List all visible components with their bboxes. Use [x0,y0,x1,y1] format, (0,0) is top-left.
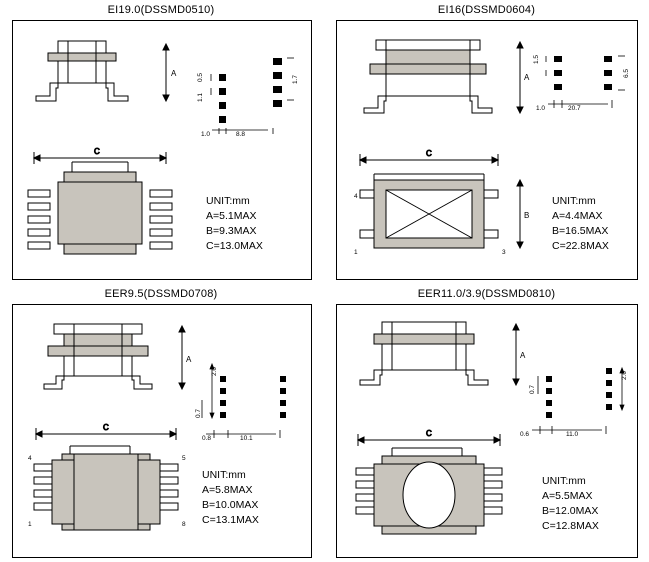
dim-20_7-ei16: 20.7 [568,105,581,112]
dim-1_5-ei16: 1.5 [533,54,540,64]
svg-text:C: C [426,429,432,438]
dim-A-label-eer11: A [520,351,526,360]
dim-1_0-ei16: 1.0 [536,105,546,112]
svg-text:C: C [103,423,109,432]
panel-ei19 [6,4,316,282]
dim-0_5-ei19: 0.5 [197,72,204,82]
svg-text:C: C [94,147,100,156]
dim-6_5-ei16: 6.5 [623,68,630,78]
panel-drawing-eer95 [6,288,316,560]
spec-c-ei19: C=13.0MAX [206,240,263,252]
dim-0_6-eer11: 0.6 [520,431,530,438]
spec-a-ei16: A=4.4MAX [552,210,603,222]
panel-title-ei19: EI19.0(DSSMD0510) [107,4,215,16]
dim-1_0-ei19: 1.0 [201,131,211,138]
unit-label-ei19: UNIT:mm [206,195,250,207]
spec-c-eer95: C=13.1MAX [202,514,259,526]
svg-text:C: C [426,149,432,158]
pin-1-eer95: 1 [28,521,32,528]
dim-11_0-eer11: 11.0 [566,431,579,438]
dim-10_1-eer95: 10.1 [240,435,253,442]
panel-title-ei16: EI16(DSSMD0604) [437,4,536,16]
pin-4-ei16: 4 [354,193,358,200]
dim-1_7-ei19: 1.7 [292,74,299,84]
spec-b-eer95: B=10.0MAX [202,499,259,511]
spec-b-ei19: B=9.3MAX [206,225,257,237]
dim-2_0-eer95: 2.0 [211,366,218,376]
panel-drawing-ei19 [6,4,316,282]
dim-A-label-eer95: A [186,355,192,364]
spec-a-ei19: A=5.1MAX [206,210,257,222]
pin-4-eer95: 4 [28,455,32,462]
panel-title-eer11: EER11.0/3.9(DSSMD0810) [417,288,556,300]
unit-label-ei16: UNIT:mm [552,195,596,207]
pin-5-eer95: 5 [182,455,186,462]
panel-title-eer95: EER9.5(DSSMD0708) [104,288,218,300]
dim-2_0-eer11: 2.0 [621,370,628,380]
unit-block-eer95 [202,468,259,528]
unit-label-eer95: UNIT:mm [202,469,246,481]
pin-1-ei16: 1 [354,249,358,256]
dim-A-label-ei16: A [524,73,530,82]
dim-0_7-eer11: 0.7 [529,384,536,394]
dim-0_7-eer95: 0.7 [195,408,202,418]
panel-ei16 [330,4,643,282]
spec-b-eer11: B=12.0MAX [542,505,599,517]
spec-a-eer11: A=5.5MAX [542,490,593,502]
unit-block-ei19 [206,194,263,254]
dim-A-label-ei19: A [171,69,177,78]
dim-8_8-ei19: 8.8 [236,131,246,138]
pin-3-ei16: 3 [502,249,506,256]
unit-block-eer11 [542,474,599,534]
panel-eer95 [6,288,316,560]
panel-eer11 [330,288,643,560]
unit-label-eer11: UNIT:mm [542,475,586,487]
dim-0_8-eer95: 0.8 [202,435,212,442]
unit-block-ei16 [552,194,609,254]
spec-c-ei16: C=22.8MAX [552,240,609,252]
spec-c-eer11: C=12.8MAX [542,520,599,532]
dim-1_1-ei19: 1.1 [197,92,204,102]
pin-8-eer95: 8 [182,521,186,528]
spec-b-ei16: B=16.5MAX [552,225,609,237]
dim-B-label-ei16: B [524,211,530,220]
spec-a-eer95: A=5.8MAX [202,484,253,496]
